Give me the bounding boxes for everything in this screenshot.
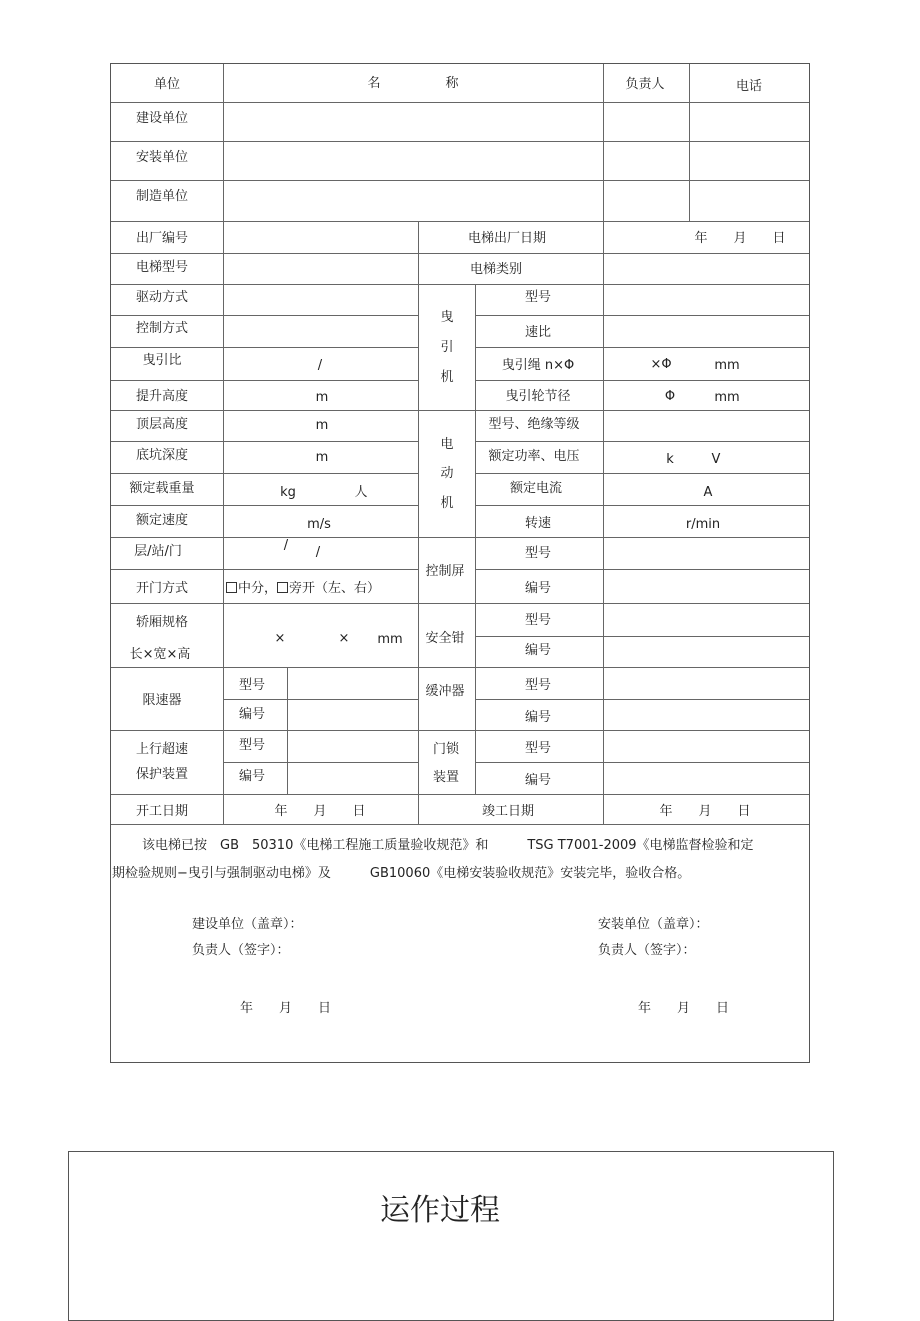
header-unit: 单位 [153,77,181,92]
uptravel-model-label: 型号 [238,738,266,753]
build-unit-seal: 建设单位（盖章）： [192,917,303,932]
grid-line [111,794,809,795]
grid-line [111,537,809,538]
side-checkbox[interactable] [277,582,288,593]
grid-line [475,473,809,474]
motor-current-label: 额定电流 [509,481,563,496]
car-size-mm: mm [377,632,403,647]
label-uptravel-1: 上行超速 [135,742,189,757]
grid-line [603,221,604,824]
door-mode-options: 中分， 旁开（左、右） [226,581,380,597]
label-buffer: 缓冲器 [425,684,465,699]
label-governor: 限速器 [142,693,182,708]
motor-char-3: 机 [440,496,454,511]
lift-height-unit: m [315,390,329,405]
grid-line [475,537,476,794]
grid-line [111,569,419,570]
label-door-lock-1: 门锁 [432,742,460,757]
finish-date-ymd: 年 月 日 [659,804,751,819]
motor-rpm-unit: r/min [685,517,721,532]
grid-line [111,667,809,668]
grid-line [111,730,809,731]
motor-char-2: 动 [440,466,454,481]
label-pit-depth: 底坑深度 [135,448,189,463]
install-manager-sign: 负责人（签字）： [598,943,696,958]
grid-line [418,221,419,824]
label-control-panel: 控制屏 [425,564,465,579]
rope-value: ×Φ [650,357,672,372]
sheave-mm: mm [714,390,740,405]
label-elevator-category: 电梯类别 [469,262,523,277]
uptravel-serial-label: 编号 [238,769,266,784]
label-rated-load: 额定载重量 [129,481,195,496]
grid-line [111,473,419,474]
header-name: 名 称 [367,76,459,91]
label-traction-ratio: 曳引比 [142,353,182,368]
control-panel-model-label: 型号 [524,546,552,561]
grid-line [475,762,809,763]
rope-mm: mm [714,358,740,373]
grid-line [111,284,809,285]
label-drive-mode: 驱动方式 [135,290,189,305]
factory-date-ymd: 年 月 日 [694,231,786,246]
label-factory-no: 出厂编号 [135,231,189,246]
motor-v: V [711,452,721,467]
grid-line [475,284,476,537]
start-date-ymd: 年 月 日 [274,804,366,819]
install-sign-date: 年 月 日 [638,1001,730,1016]
pit-depth-unit: m [315,450,329,465]
door-lock-serial-label: 编号 [524,773,552,788]
grid-line [475,699,809,700]
grid-line [287,667,288,794]
label-car-size: 轿厢规格 [135,615,189,630]
grid-line [111,102,809,103]
traction-speed-ratio-label: 速比 [524,325,552,340]
grid-line [475,347,809,348]
traction-model-label: 型号 [524,290,552,305]
grid-line [475,441,809,442]
label-control-mode: 控制方式 [135,321,189,336]
grid-line [111,505,419,506]
floors-slash-1: / [283,538,289,553]
label-build-unit: 建设单位 [135,111,189,126]
rated-load-kg: kg [280,485,296,500]
label-uptravel-2: 保护装置 [135,767,189,782]
acceptance-form [110,63,810,1063]
grid-line [475,505,809,506]
traction-char-3: 机 [440,370,454,385]
motor-power-voltage-label: 额定功率、电压 [488,449,580,464]
traction-ratio-value: / [317,358,323,373]
motor-current-unit: A [703,485,713,500]
motor-rpm-label: 转速 [524,516,552,531]
buffer-serial-label: 编号 [524,710,552,725]
buffer-model-label: 型号 [524,678,552,693]
header-manager: 负责人 [625,77,665,92]
safety-gear-model-label: 型号 [524,613,552,628]
governor-serial-label: 编号 [238,707,266,722]
grid-line [111,441,419,442]
grid-line [111,221,809,222]
grid-line [475,315,809,316]
floors-slash-2: / [315,545,321,560]
grid-line [111,253,809,254]
label-car-size-dims: 长×宽×高 [129,647,191,662]
control-panel-serial-label: 编号 [524,581,552,596]
grid-line [111,410,809,411]
grid-line [111,347,419,348]
label-floors: 层/站/门 [134,544,182,559]
top-height-unit: m [315,418,329,433]
install-unit-seal: 安装单位（盖章）： [598,917,709,932]
label-safety-gear: 安全钳 [425,631,465,646]
label-start-date: 开工日期 [135,804,189,819]
grid-line [223,64,224,824]
traction-char-2: 引 [440,340,454,355]
car-size-x2: × [338,631,350,646]
grid-line [475,569,809,570]
grid-line [475,380,809,381]
grid-line [111,180,809,181]
grid-line [111,315,419,316]
acceptance-statement: 该电梯已按 GB 50310《电梯工程施工质量验收规范》和 TSG T7001-2009《电梯监督检验和定 期检验规则−曳引与强制驱动电梯》及 GB10060《电梯安装验收规范》安装完毕，验收合格。 [112,838,754,881]
governor-model-label: 型号 [238,678,266,693]
center-checkbox[interactable] [226,582,237,593]
label-top-height: 顶层高度 [135,417,189,432]
car-size-x1: × [274,631,286,646]
header-phone: 电话 [735,79,763,94]
label-door-mode: 开门方式 [135,581,189,596]
build-sign-date: 年 月 日 [240,1001,332,1016]
grid-line [111,824,809,825]
sheave-value: Φ [664,389,676,404]
rated-load-person: 人 [354,485,368,500]
operation-process-box [68,1151,834,1321]
label-rated-speed: 额定速度 [135,513,189,528]
rated-speed-unit: m/s [307,517,331,532]
grid-line [475,636,809,637]
safety-gear-serial-label: 编号 [524,643,552,658]
label-elevator-model: 电梯型号 [135,260,189,275]
grid-line [603,64,604,221]
label-install-unit: 安装单位 [135,150,189,165]
label-factory-date: 电梯出厂日期 [467,231,547,246]
traction-char-1: 曳 [440,310,454,325]
label-finish-date: 竣工日期 [481,804,535,819]
grid-line [689,64,690,221]
motor-model-insulation-label: 型号、绝缘等级 [488,417,580,432]
label-lift-height: 提升高度 [135,389,189,404]
grid-line [111,380,419,381]
build-manager-sign: 负责人（签字）： [192,943,290,958]
grid-line [223,699,419,700]
grid-line [111,141,809,142]
operation-process-title: 运作过程 [380,1193,500,1228]
motor-char-1: 电 [440,437,454,452]
label-manufacture-unit: 制造单位 [135,189,189,204]
traction-rope-label: 曳引绳 n×Φ [501,358,575,373]
grid-line [223,762,419,763]
grid-line [111,603,809,604]
motor-k: k [666,452,674,467]
traction-sheave-label: 曳引轮节径 [505,389,571,404]
label-door-lock-2: 装置 [432,770,460,785]
door-lock-model-label: 型号 [524,741,552,756]
